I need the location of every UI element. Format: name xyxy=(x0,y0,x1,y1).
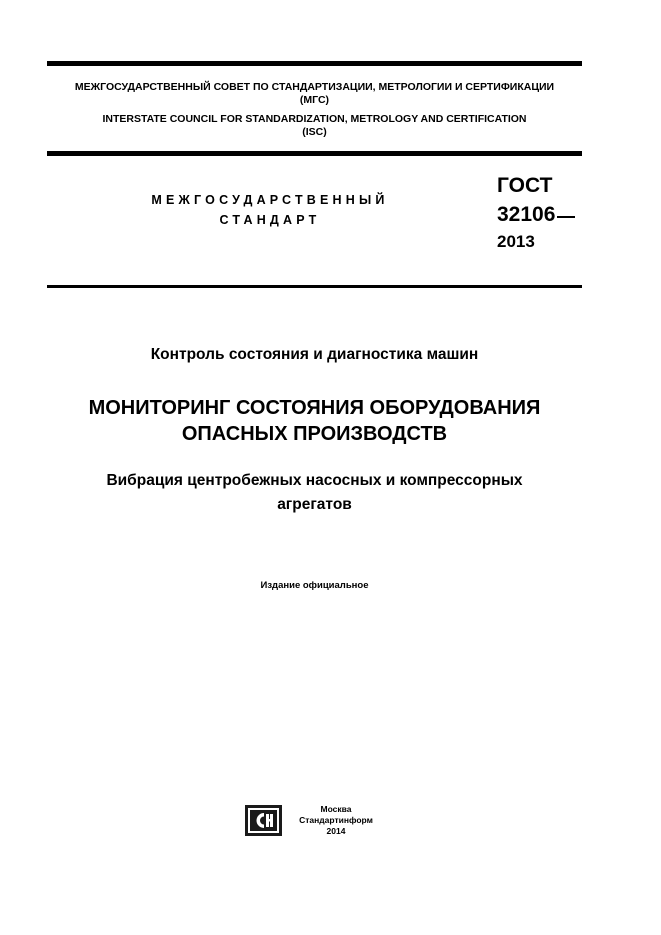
edition-label: Издание официальное xyxy=(260,580,369,591)
document-subject-line1: Вибрация центробежных насосных и компрессорных xyxy=(106,472,523,489)
council-name-en-line1: INTERSTATE COUNCIL FOR STANDARDIZATION, METROLOGY AND CERTIFICATION xyxy=(102,113,527,125)
document-title-line1: МОНИТОРИНГ СОСТОЯНИЯ ОБОРУДОВАНИЯ xyxy=(88,397,541,419)
council-abbr-en: (ISC) xyxy=(302,126,327,138)
council-abbr-ru: (МГС) xyxy=(299,94,330,106)
document-title-line2: ОПАСНЫХ ПРОИЗВОДСТВ xyxy=(181,423,448,445)
document-subject-line2: агрегатов xyxy=(277,496,352,513)
designation-prefix: ГОСТ xyxy=(497,174,553,197)
standard-type-line1: МЕЖГОСУДАРСТВЕННЫЙ xyxy=(151,193,389,207)
middle-rule xyxy=(47,151,582,156)
council-name-en xyxy=(47,113,582,139)
designation-number: 32106 xyxy=(497,203,556,226)
publisher-name: Стандартинформ xyxy=(299,815,373,825)
document-subject xyxy=(47,469,582,517)
designation-dash xyxy=(557,216,575,218)
document-title xyxy=(47,395,582,447)
designation-year: 2013 xyxy=(497,232,535,251)
publisher-imprint xyxy=(292,804,380,837)
publisher-year: 2014 xyxy=(326,826,346,836)
standard-type xyxy=(100,190,440,230)
council-name-ru xyxy=(47,81,582,107)
top-rule xyxy=(47,61,582,66)
standard-type-line2: СТАНДАРТ xyxy=(219,213,321,227)
publisher-city: Москва xyxy=(320,804,352,814)
bottom-rule xyxy=(47,285,582,288)
document-series-title: Контроль состояния и диагностика машин xyxy=(150,346,479,363)
standartinform-logo-icon xyxy=(245,805,282,836)
council-name-ru-line1: МЕЖГОСУДАРСТВЕННЫЙ СОВЕТ ПО СТАНДАРТИЗАЦИИ, МЕТРОЛОГИИ И СЕРТИФИКАЦИИ xyxy=(74,81,555,93)
standard-designation xyxy=(497,171,575,253)
